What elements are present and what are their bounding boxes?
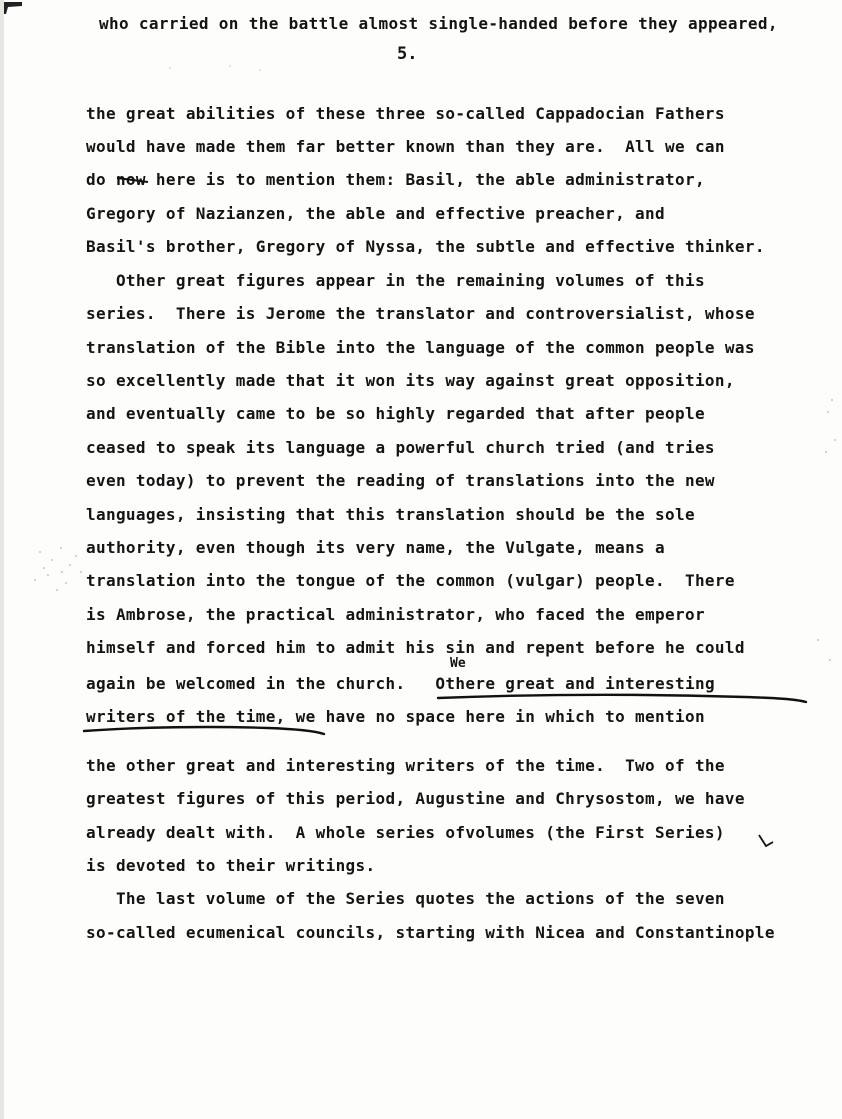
struck-line-2: writers of the time, we have no space here in which to mention <box>86 707 705 726</box>
text-line: translation of the Bible into the language of the common people was <box>86 338 755 357</box>
text-line <box>86 674 715 694</box>
text-line: ceased to speak its language a powerful church tried (and tries <box>86 438 715 457</box>
strike-underline-1 <box>438 695 806 702</box>
text-line: would have made them far better known than they are. All we can <box>86 137 725 156</box>
text-line: the great abilities of these three so-called Cappadocian Fathers <box>86 104 725 123</box>
text-line: Gregory of Nazianzen, the able and effective preacher, and <box>86 204 666 223</box>
text-line: the other great and interesting writers of the time. Two of the <box>86 756 725 775</box>
text-line: translation into the tongue of the common (vulgar) people. There <box>86 571 735 590</box>
text-line: authority, even though its very name, the Vulgate, means a <box>86 538 666 557</box>
text-line: is devoted to their writings. <box>86 856 376 875</box>
struck-line-start: again be welcomed in the church. <box>86 674 436 693</box>
strike-underline-2 <box>84 727 324 734</box>
struck-line-end: Othere great and interesting <box>435 674 715 693</box>
carryover-line: who carried on the battle almost single-handed before they appeared, <box>99 14 778 33</box>
text-line: series. There is Jerome the translator and controversialist, whose <box>86 304 755 323</box>
text-line: is Ambrose, the practical administrator, who faced the emperor <box>86 605 705 624</box>
text-line: Other great figures appear in the remaining volumes of this <box>86 271 705 290</box>
text-line: himself and forced him to admit his sin and repent before he could <box>86 638 745 657</box>
text-line: so-called ecumenical councils, starting with Nicea and Constantinople <box>86 923 775 942</box>
check-mark <box>759 835 773 846</box>
text-line: greatest figures of this period, Augustine and Chrysostom, we have <box>86 789 745 808</box>
text-line: so excellently made that it won its way against great opposition, <box>86 371 735 390</box>
handwritten-insertion: We <box>450 656 466 671</box>
text-line: already dealt with. A whole series ofvolumes (the First Series) <box>86 823 725 842</box>
text-line: even today) to prevent the reading of translations into the new <box>86 471 715 490</box>
text-line: do now here is to mention them: Basil, the able administrator, <box>86 170 705 189</box>
text-line: The last volume of the Series quotes the actions of the seven <box>86 889 725 908</box>
text-line: languages, insisting that this translation should be the sole <box>86 505 695 524</box>
text-line: Basil's brother, Gregory of Nyssa, the subtle and effective thinker. <box>86 237 765 256</box>
text-line: and eventually came to be so highly regarded that after people <box>86 404 705 423</box>
page-number: 5. <box>397 44 418 64</box>
